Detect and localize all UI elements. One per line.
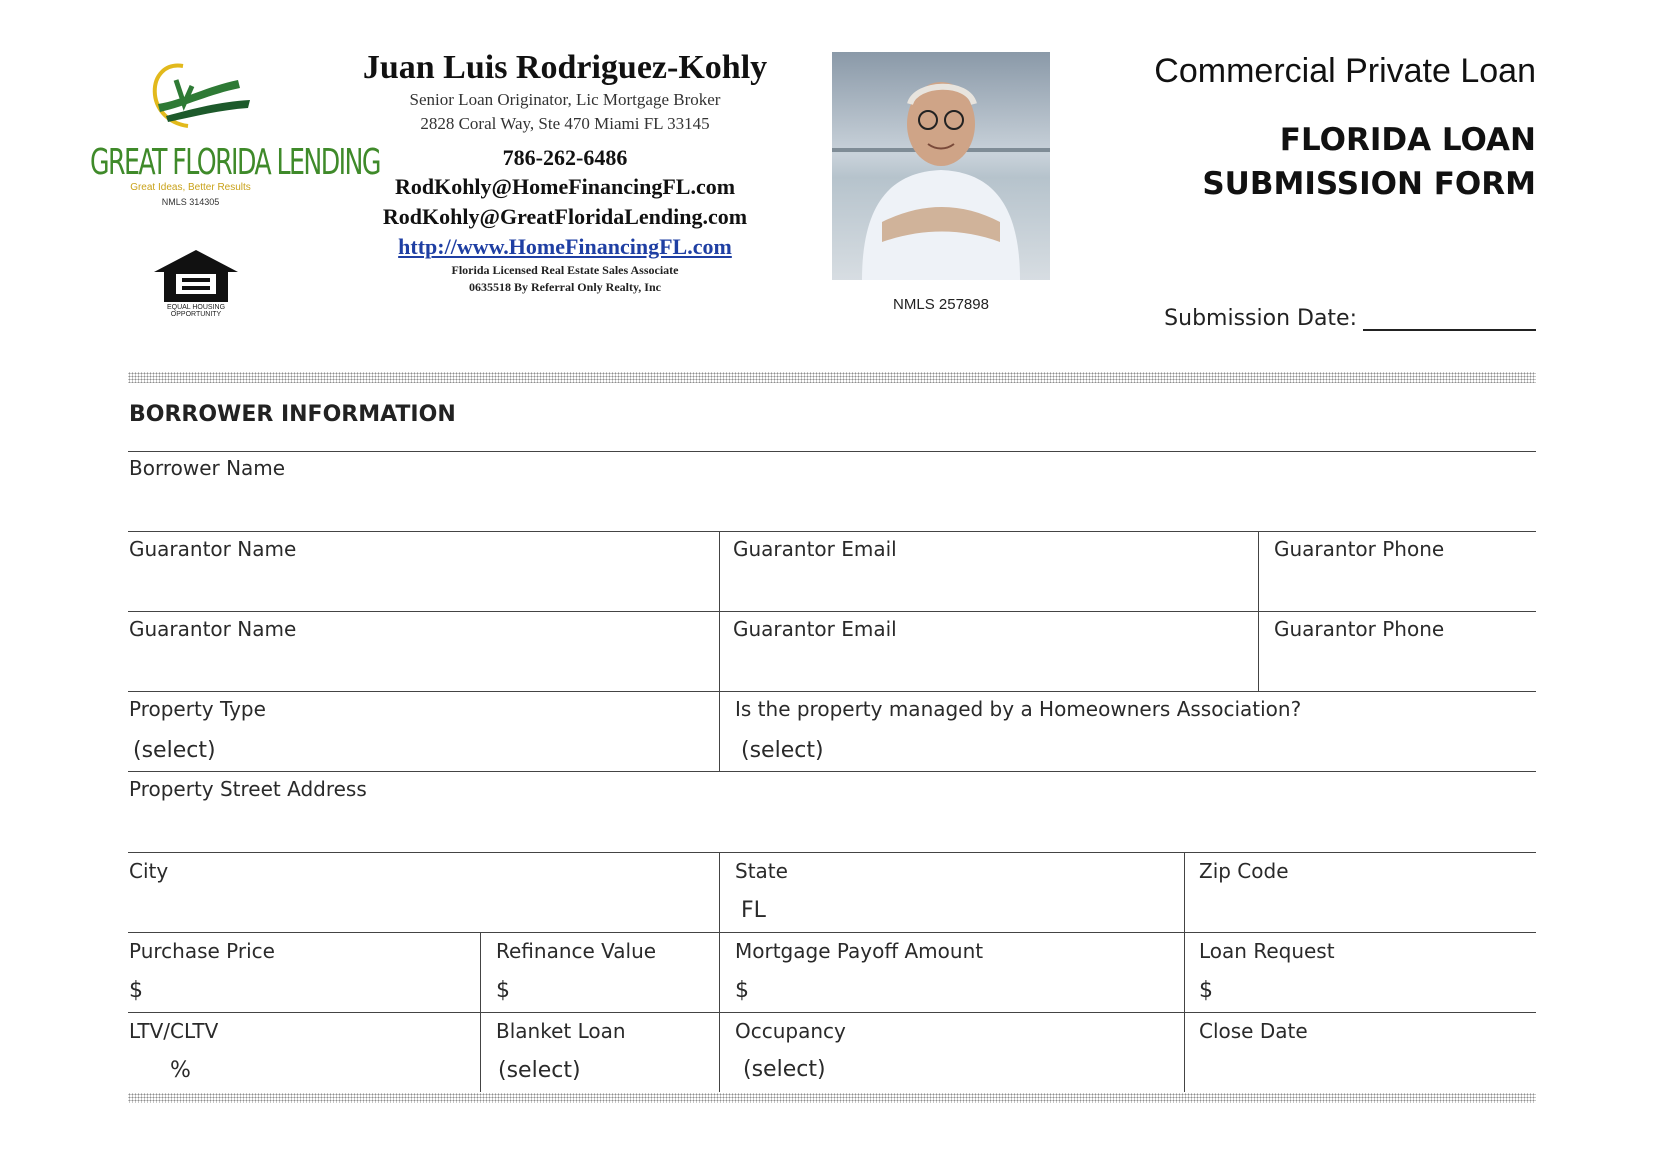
- contact-license-1: Florida Licensed Real Estate Sales Associate: [451, 263, 679, 277]
- equal-housing-logo: [148, 248, 244, 320]
- hoa-select[interactable]: (select): [741, 738, 824, 763]
- photo-nmls: NMLS 257898: [893, 296, 989, 313]
- property-type-label: Property Type: [129, 697, 266, 721]
- column-divider: [719, 852, 720, 1092]
- contact-address: 2828 Coral Way, Ste 470 Miami FL 33145: [420, 114, 710, 133]
- row-divider: [128, 451, 1536, 452]
- column-divider: [480, 932, 481, 1092]
- loan-request-label: Loan Request: [1199, 939, 1335, 963]
- guarantor-phone-1-label[interactable]: Guarantor Phone: [1274, 537, 1445, 561]
- zip-code-label[interactable]: Zip Code: [1199, 859, 1289, 883]
- occupancy-label: Occupancy: [735, 1019, 846, 1043]
- row-divider: [128, 771, 1536, 772]
- close-date-label[interactable]: Close Date: [1199, 1019, 1308, 1043]
- borrower-name-label[interactable]: Borrower Name: [129, 456, 286, 480]
- form-title: Commercial Private Loan: [1154, 52, 1536, 90]
- state-label: State: [735, 859, 788, 883]
- mortgage-payoff-label: Mortgage Payoff Amount: [735, 939, 984, 963]
- row-divider: [128, 932, 1536, 933]
- refinance-value-field[interactable]: $: [496, 978, 510, 1003]
- submission-date-label: Submission Date:: [1164, 306, 1357, 331]
- logo-swoosh-icon: [88, 60, 293, 150]
- great-florida-lending-logo: [88, 60, 380, 220]
- row-divider: [128, 611, 1536, 612]
- city-label[interactable]: City: [129, 859, 169, 883]
- blanket-loan-label: Blanket Loan: [496, 1019, 626, 1043]
- refinance-value-label: Refinance Value: [496, 939, 657, 963]
- contact-email-1[interactable]: RodKohly@HomeFinancingFL.com: [394, 174, 736, 199]
- property-type-select[interactable]: (select): [133, 738, 216, 763]
- loan-officer-photo: [832, 52, 1050, 280]
- mortgage-payoff-field[interactable]: $: [735, 978, 749, 1003]
- submission-date: [1164, 306, 1536, 331]
- equal-housing-line1: EQUAL HOUSING: [166, 304, 226, 311]
- column-divider: [1258, 531, 1259, 691]
- blanket-loan-select[interactable]: (select): [498, 1058, 581, 1083]
- state-value[interactable]: FL: [741, 898, 766, 923]
- contact-license-2: 0635518 By Referral Only Realty, Inc: [469, 280, 661, 294]
- column-divider: [719, 691, 720, 771]
- equal-housing-icon: [148, 248, 244, 304]
- ltv-cltv-field[interactable]: %: [170, 1058, 191, 1083]
- equal-housing-line2: OPPORTUNITY: [170, 311, 222, 318]
- row-divider: [128, 852, 1536, 853]
- column-divider: [719, 531, 720, 691]
- purchase-price-label: Purchase Price: [129, 939, 275, 963]
- occupancy-select[interactable]: (select): [743, 1057, 826, 1082]
- contact-block: [330, 48, 800, 296]
- logo-wordmark: GREAT FLORIDA LENDING: [90, 142, 380, 183]
- form-subtitle-line1: FLORIDA LOAN: [1279, 122, 1536, 158]
- street-address-label[interactable]: Property Street Address: [129, 777, 367, 801]
- top-divider: [128, 372, 1536, 383]
- purchase-price-field[interactable]: $: [129, 978, 143, 1003]
- row-divider: [128, 691, 1536, 692]
- row-divider: [128, 531, 1536, 532]
- hoa-label: Is the property managed by a Homeowners Association?: [735, 697, 1302, 721]
- guarantor-phone-2-label[interactable]: Guarantor Phone: [1274, 617, 1445, 641]
- submission-date-field[interactable]: [1363, 307, 1536, 331]
- contact-name: Juan Luis Rodriguez-Kohly: [362, 49, 768, 86]
- logo-tagline: Great Ideas, Better Results: [130, 182, 251, 193]
- contact-role: Senior Loan Originator, Lic Mortgage Broker: [409, 90, 721, 109]
- row-divider: [128, 1012, 1536, 1013]
- form-subtitle-line2: SUBMISSION FORM: [1202, 166, 1536, 202]
- guarantor-name-2-label[interactable]: Guarantor Name: [129, 617, 297, 641]
- contact-phone: 786-262-6486: [502, 145, 628, 170]
- column-divider: [1184, 852, 1185, 1092]
- logo-nmls: NMLS 314305: [161, 197, 220, 207]
- contact-website-link[interactable]: http://www.HomeFinancingFL.com: [398, 234, 732, 259]
- bottom-divider: [128, 1093, 1536, 1103]
- guarantor-email-1-label[interactable]: Guarantor Email: [733, 537, 897, 561]
- section-title: BORROWER INFORMATION: [129, 402, 456, 427]
- guarantor-name-1-label[interactable]: Guarantor Name: [129, 537, 297, 561]
- loan-request-field[interactable]: $: [1199, 978, 1213, 1003]
- ltv-cltv-label: LTV/CLTV: [129, 1019, 219, 1043]
- form-subtitle: [1202, 118, 1536, 206]
- guarantor-email-2-label[interactable]: Guarantor Email: [733, 617, 897, 641]
- contact-email-2[interactable]: RodKohly@GreatFloridaLending.com: [382, 204, 748, 229]
